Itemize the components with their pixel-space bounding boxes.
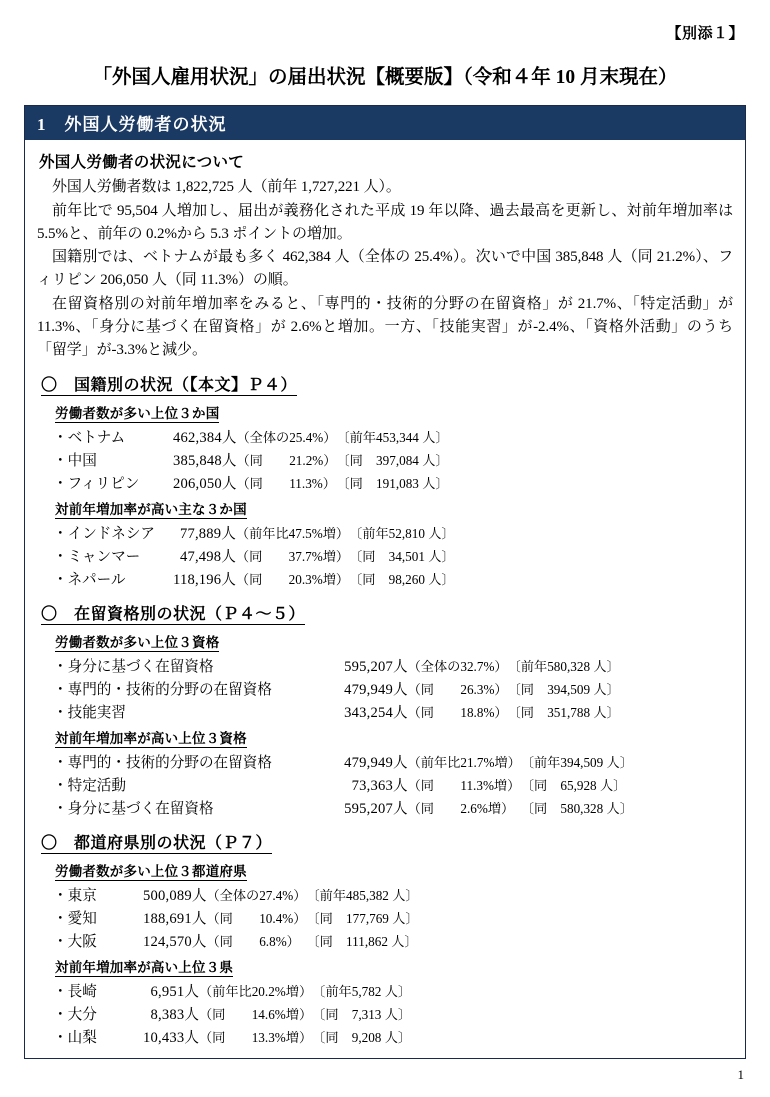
row-share: 27.4%）: [259, 888, 307, 904]
row-prev-open: 〔前年: [520, 755, 561, 771]
table-row: [53, 929, 419, 952]
row-share-open: （同: [407, 801, 434, 817]
row-unit: 人: [221, 453, 237, 470]
row-share: 25.4%）: [289, 430, 337, 446]
row-share-open: （同: [198, 1007, 226, 1023]
row-share-open: （同: [236, 476, 263, 492]
table-row: [53, 425, 449, 448]
table-row: [53, 1025, 411, 1048]
row-share: 21.2%）: [289, 453, 337, 469]
row-prev-open: 〔前年: [306, 888, 347, 904]
row-prev-open: 〔同: [306, 934, 333, 950]
row-unit: 人: [184, 1030, 199, 1047]
row-share: 13.3%増）: [251, 1030, 313, 1046]
row-label: ・身分に基づく在留資格: [53, 801, 214, 818]
sub-heading: 外国人労働者の状況について: [39, 154, 245, 171]
row-unit: 人: [184, 1007, 199, 1024]
row-value: 479,949: [344, 755, 393, 772]
table-row: [53, 750, 633, 773]
row-value: 10,433: [143, 1030, 185, 1047]
table-row: [53, 448, 449, 471]
row-value: 6,951: [150, 984, 185, 1001]
row-unit: 人: [393, 755, 408, 772]
table-row: [53, 883, 419, 906]
row-label: ・身分に基づく在留資格: [53, 659, 214, 676]
table-row: [53, 544, 455, 567]
row-share-open: （前年比: [407, 755, 461, 771]
row-share-open: （同: [198, 1030, 226, 1046]
row-prev-open: 〔同: [306, 911, 333, 927]
row-value: 73,363: [351, 778, 393, 795]
paragraph-2: 前年比で 95,504 人増加し、届出が義務化された平成 19 年以降、過去最高を更新し、対前年増加率は 5.5%と、前年の 0.2%から 5.3 ポイントの増加。: [37, 202, 733, 242]
row-prev-open: 〔同: [520, 778, 548, 794]
list-title-status-top3: 労働者数が多い上位３資格: [55, 631, 219, 652]
row-prev-open: 〔同: [507, 705, 534, 721]
row-prev: 580,328 人〕: [560, 801, 633, 817]
row-prev: 111,862 人〕: [346, 934, 418, 950]
row-share: 2.6%増）: [460, 801, 515, 817]
row-value: 595,207: [344, 659, 393, 676]
row-unit: 人: [393, 705, 408, 722]
row-value: 8,383: [150, 1007, 185, 1024]
row-share-open: （同: [407, 682, 434, 698]
row-prev: 52,810 人〕: [388, 526, 455, 542]
row-prev: 453,344 人〕: [376, 430, 449, 446]
row-prev-open: 〔同: [336, 476, 363, 492]
row-unit: 人: [191, 888, 207, 905]
row-prev: 65,928 人〕: [560, 778, 627, 794]
table-status-growth3: [53, 750, 633, 819]
table-prefecture-growth3: [53, 979, 411, 1048]
row-prev: 191,083 人〕: [376, 476, 449, 492]
row-unit: 人: [221, 572, 236, 589]
row-share: 20.3%増）: [288, 572, 350, 588]
row-share: 10.4%）: [259, 911, 307, 927]
row-value: 206,050: [173, 476, 222, 493]
row-label: ・ベトナム: [53, 430, 126, 447]
row-share-open: （同: [206, 911, 233, 927]
row-value: 118,196: [173, 572, 222, 589]
row-share-open: （前年比: [235, 526, 289, 542]
row-share: 26.3%）: [460, 682, 508, 698]
row-prev: 5,782 人〕: [351, 984, 412, 1000]
row-prev-open: 〔前年: [507, 659, 548, 675]
row-value: 500,089: [143, 888, 192, 905]
table-row: [53, 700, 620, 723]
row-prev: 9,208 人〕: [351, 1030, 412, 1046]
table-row: [53, 567, 455, 590]
row-label: ・インドネシア: [53, 526, 156, 543]
row-prev: 485,382 人〕: [346, 888, 419, 904]
row-unit: 人: [191, 911, 207, 928]
row-label: ・山梨: [53, 1030, 97, 1047]
table-row: [53, 677, 620, 700]
row-label: ・東京: [53, 888, 97, 905]
row-label: ・フィリピン: [53, 476, 140, 493]
row-value: 462,384: [173, 430, 222, 447]
row-share: 21.7%増）: [460, 755, 521, 771]
row-share: 6.8%）: [259, 934, 300, 950]
row-prev: 394,509 人〕: [560, 755, 633, 771]
section-header: 1 外国人労働者の状況: [25, 106, 745, 140]
row-unit: 人: [191, 934, 207, 951]
row-prev: 397,084 人〕: [376, 453, 449, 469]
group-heading-nationality: 〇 国籍別の状況（【本文】Ｐ４）: [41, 377, 298, 395]
row-label: ・大分: [53, 1007, 97, 1024]
row-unit: 人: [184, 984, 199, 1001]
row-prev: 351,788 人〕: [547, 705, 620, 721]
row-share: 11.3%）: [289, 476, 336, 492]
row-prev-open: 〔同: [336, 453, 363, 469]
row-unit: 人: [393, 659, 408, 676]
list-title-status-growth3: 対前年増加率が高い上位３資格: [55, 727, 247, 748]
paragraph-3: 国籍別では、ベトナムが最も多く 462,384 人（全体の 25.4%）。次いで中国 385,848 人（同 21.2%）、フィリピン 206,050 人（同 11.3%）の順。: [37, 249, 733, 289]
row-prev-open: 〔同: [312, 1030, 339, 1046]
row-label: ・長崎: [53, 984, 97, 1001]
row-share-open: （全体の: [206, 888, 260, 904]
page-title: 「外国人雇用状況」の届出状況【概要版】（令和４年 10 月末現在）: [92, 67, 678, 88]
row-value: 343,254: [344, 705, 393, 722]
row-unit: 人: [393, 682, 408, 699]
table-row: [53, 1002, 411, 1025]
table-row: [53, 471, 449, 494]
row-label: ・特定活動: [53, 778, 126, 795]
row-prev-open: 〔前年: [312, 984, 352, 1000]
table-row: [53, 654, 620, 677]
row-share-open: （同: [235, 549, 263, 565]
row-unit: 人: [221, 526, 236, 543]
table-row: [53, 979, 411, 1002]
row-value: 77,889: [179, 526, 222, 543]
row-prev-open: 〔前年: [336, 430, 377, 446]
group-heading-status: 〇 在留資格別の状況（Ｐ４～５）: [41, 606, 306, 624]
table-row: [53, 521, 455, 544]
section-body: [25, 140, 745, 1058]
list-title-prefecture-growth3: 対前年増加率が高い上位３県: [55, 956, 233, 977]
attachment-tag: 【別添１】: [666, 26, 744, 42]
row-value: 124,570: [143, 934, 192, 951]
table-nationality-top3: [53, 425, 449, 494]
row-value: 479,949: [344, 682, 393, 699]
row-share-open: （同: [235, 572, 263, 588]
row-prev-open: 〔同: [312, 1007, 339, 1023]
paragraph-4: 在留資格別の対前年増加率をみると、「専門的・技術的分野の在留資格」が 21.7%、「特定活動」が 11.3%、「身分に基づく在留資格」が 2.6%と増加。一方、「技能実習」が-2.4%、「資格外活動」のうち「留学」が-3.3%と減少。: [37, 295, 733, 358]
row-share: 37.7%増）: [288, 549, 350, 565]
row-label: ・愛知: [53, 911, 97, 928]
row-unit: 人: [393, 778, 408, 795]
row-value: 188,691: [143, 911, 192, 928]
paragraph-1: 外国人労働者数は 1,822,725 人（前年 1,727,221 人）。: [52, 179, 401, 195]
row-share: 14.6%増）: [251, 1007, 313, 1023]
row-prev-open: 〔同: [507, 682, 534, 698]
row-value: 385,848: [173, 453, 222, 470]
row-share-open: （同: [236, 453, 263, 469]
table-status-top3: [53, 654, 620, 723]
row-unit: 人: [221, 430, 237, 447]
list-title-nationality-growth3: 対前年増加率が高い主な３か国: [55, 498, 247, 519]
page-number: 1: [737, 1067, 744, 1082]
group-heading-prefecture: 〇 都道府県別の状況（Ｐ７）: [41, 835, 273, 853]
row-share: 47.5%増）: [288, 526, 350, 542]
row-share: 20.2%増）: [251, 984, 313, 1000]
row-prev-open: 〔前年: [349, 526, 389, 542]
row-value: 47,498: [179, 549, 222, 566]
table-row: [53, 796, 633, 819]
row-label: ・ネパール: [53, 572, 126, 589]
row-unit: 人: [221, 549, 236, 566]
row-share-open: （全体の: [407, 659, 461, 675]
table-row: [53, 773, 633, 796]
row-label: ・専門的・技術的分野の在留資格: [53, 755, 272, 772]
row-prev-open: 〔同: [349, 572, 376, 588]
row-share: 32.7%）: [460, 659, 508, 675]
row-label: ・技能実習: [53, 705, 126, 722]
row-share-open: （同: [206, 934, 233, 950]
row-share-open: （同: [407, 778, 434, 794]
row-share: 18.8%）: [460, 705, 508, 721]
row-label: ・専門的・技術的分野の在留資格: [53, 682, 272, 699]
table-row: [53, 906, 419, 929]
row-share-open: （全体の: [236, 430, 290, 446]
section-box: [24, 105, 746, 1059]
table-prefecture-top3: [53, 883, 419, 952]
row-unit: 人: [393, 801, 408, 818]
row-label: ・ミャンマー: [53, 549, 141, 566]
row-label: ・大阪: [53, 934, 97, 951]
row-prev-open: 〔同: [520, 801, 548, 817]
row-prev: 7,313 人〕: [351, 1007, 412, 1023]
row-prev: 177,769 人〕: [346, 911, 419, 927]
row-share-open: （同: [407, 705, 434, 721]
row-share-open: （前年比: [198, 984, 252, 1000]
row-share: 11.3%増）: [460, 778, 521, 794]
row-prev-open: 〔同: [349, 549, 376, 565]
row-prev: 34,501 人〕: [388, 549, 455, 565]
row-prev: 98,260 人〕: [388, 572, 455, 588]
row-unit: 人: [221, 476, 237, 493]
list-title-prefecture-top3: 労働者数が多い上位３都道府県: [55, 860, 247, 881]
row-label: ・中国: [53, 453, 97, 470]
row-prev: 580,328 人〕: [547, 659, 620, 675]
table-nationality-growth3: [53, 521, 455, 590]
row-value: 595,207: [344, 801, 393, 818]
list-title-nationality-top3: 労働者数が多い上位３か国: [55, 402, 219, 423]
row-prev: 394,509 人〕: [547, 682, 620, 698]
